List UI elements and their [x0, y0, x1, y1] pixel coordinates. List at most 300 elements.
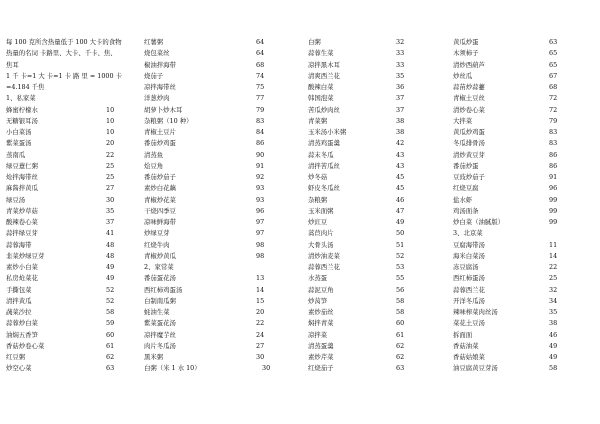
food-name: 酸辣白菜: [308, 83, 334, 91]
food-name: 冻豆腐汤: [453, 263, 479, 271]
list-item: [308, 341, 453, 352]
list-item: [144, 217, 289, 228]
list-item: [6, 93, 156, 104]
list-item: [308, 60, 453, 71]
food-name: 冬瓜排骨汤: [453, 139, 485, 148]
calorie-value: 52: [106, 296, 115, 305]
calorie-value: 42: [396, 139, 405, 148]
list-item: [6, 273, 156, 284]
list-item: [308, 251, 453, 262]
food-name: 青菜炒草菇: [6, 206, 38, 215]
list-item: [453, 127, 596, 138]
food-name: 白粥（米 1 水 10）: [144, 364, 201, 373]
calorie-value: 92: [256, 173, 265, 181]
calorie-value: 58: [106, 308, 115, 316]
calorie-value: 37: [396, 105, 405, 114]
list-item: [144, 228, 289, 239]
calorie-value: 10: [106, 105, 115, 114]
food-name: 蒜蓉海带: [6, 240, 32, 249]
calorie-value: 96: [256, 206, 265, 215]
calorie-value: 22: [256, 319, 265, 328]
list-item: [6, 127, 156, 138]
calorie-value: 68: [549, 83, 558, 91]
calorie-value: 58: [549, 364, 558, 373]
food-name: 杂粮粥: [308, 195, 328, 204]
calorie-value: 97: [256, 218, 265, 226]
food-name: 素炒茄丝: [308, 308, 334, 316]
list-item: [144, 172, 289, 183]
column-3: [308, 37, 453, 375]
food-name: 鸡汤面条: [453, 206, 479, 215]
calorie-value: 10: [106, 116, 115, 125]
calorie-value: 48: [106, 240, 115, 249]
list-item: [453, 296, 596, 307]
list-item: [144, 138, 289, 149]
food-name: 紫菜蛋花汤: [144, 319, 176, 328]
food-name: 焦耳: [6, 60, 19, 69]
list-item: [308, 82, 453, 93]
food-name: 洋葱炒肉: [144, 94, 170, 103]
list-item: [144, 206, 289, 217]
calorie-value: 58: [396, 308, 405, 316]
food-name: 蒸南瓜: [6, 150, 26, 159]
list-item: [6, 341, 156, 352]
list-item: [453, 37, 596, 48]
list-item: [6, 195, 156, 206]
calorie-value: 25: [549, 274, 558, 283]
food-name: 西红柿鸡蛋汤: [144, 285, 183, 294]
calorie-value: 15: [256, 296, 265, 305]
column-2: [144, 37, 289, 375]
calorie-value: 63: [549, 38, 558, 46]
food-name: 清拌黄瓜: [6, 296, 32, 305]
list-item: [453, 150, 596, 161]
list-item: [6, 37, 156, 48]
list-item: [144, 93, 289, 104]
calorie-value: 34: [549, 296, 558, 305]
food-name: 麻酱拌黄瓜: [6, 184, 38, 193]
food-name: 3、北京菜: [453, 229, 483, 238]
list-item: [308, 37, 453, 48]
calorie-value: 65: [549, 49, 558, 58]
food-name: 蒿苣肉片: [308, 229, 334, 238]
food-name: 清炒油麦菜: [308, 251, 340, 260]
calorie-value: 30: [256, 353, 265, 361]
list-item: [453, 138, 596, 149]
calorie-value: 91: [256, 161, 265, 170]
calorie-value: 22: [549, 263, 558, 271]
calorie-value: 37: [106, 218, 115, 226]
food-name: 蒜蓉生菜: [308, 49, 334, 58]
calorie-value: 98: [256, 240, 265, 249]
list-item: [308, 228, 453, 239]
list-item: [453, 228, 596, 239]
calorie-value: 38: [549, 319, 558, 328]
list-item: [453, 105, 596, 116]
food-name: 蒜末冬瓜: [308, 150, 334, 159]
calorie-value: 99: [549, 195, 558, 204]
food-name: 炒冬菇: [308, 173, 328, 181]
list-item: [453, 195, 596, 206]
list-item: [308, 296, 453, 307]
calorie-value: 86: [256, 139, 265, 148]
food-name: 酸辣卷心菜: [6, 218, 38, 226]
food-name: 苦瓜炒肉丝: [308, 105, 340, 114]
list-item: [308, 262, 453, 273]
list-item: [144, 127, 289, 138]
list-item: [453, 363, 596, 374]
calorie-value: 38: [396, 128, 405, 136]
food-name: 油豆腐黄豆芽汤: [453, 364, 498, 373]
food-name: 拆面面: [453, 330, 473, 339]
food-name: 紫菜蛋汤: [6, 139, 32, 148]
food-name: 开洋冬瓜汤: [453, 296, 485, 305]
food-name: 1 千 卡=1 大 卡=1 卡 路 里 = 1000 卡: [6, 71, 122, 80]
food-calorie-list: [6, 37, 596, 421]
calorie-value: 52: [106, 285, 115, 294]
calorie-value: 83: [256, 116, 265, 125]
food-name: 香菇油菜: [453, 341, 479, 350]
calorie-value: 35: [549, 308, 558, 316]
list-item: [6, 296, 156, 307]
calorie-value: 91: [549, 173, 558, 181]
list-item: [6, 60, 156, 71]
list-item: [144, 251, 289, 262]
list-item: [453, 307, 596, 318]
calorie-value: 24: [256, 330, 265, 339]
food-name: 凉拌海带丝: [144, 83, 176, 91]
list-item: [144, 48, 289, 59]
food-name: 木须柿子: [453, 49, 479, 58]
calorie-value: 43: [396, 161, 405, 170]
list-item: [144, 105, 289, 116]
calorie-value: 50: [396, 229, 405, 238]
column-1: [6, 37, 156, 375]
list-item: [6, 105, 156, 116]
calorie-value: 63: [106, 364, 115, 373]
list-item: [144, 273, 289, 284]
calorie-value: 60: [396, 319, 405, 328]
food-name: 素炒小白菜: [6, 263, 38, 271]
list-item: [6, 330, 156, 341]
calorie-value: 11: [549, 240, 558, 249]
food-name: 凉拌黑木耳: [308, 60, 340, 69]
food-name: 海米白菜汤: [453, 251, 485, 260]
food-name: 番茄炒茄子: [144, 173, 176, 181]
food-name: 热量的名词 卡路里、大卡、千卡、焦、: [6, 49, 117, 58]
calorie-value: 93: [256, 184, 265, 193]
list-item: [144, 37, 289, 48]
food-name: 蒜拌绿豆芽: [6, 229, 38, 238]
list-item: [144, 195, 289, 206]
list-item: [144, 60, 289, 71]
calorie-value: 35: [396, 71, 405, 80]
list-item: [453, 183, 596, 194]
food-name: 玉米汤小米粥: [308, 128, 347, 136]
food-name: 清炒西葫芦: [453, 60, 485, 69]
calorie-value: 79: [549, 116, 558, 125]
list-item: [6, 183, 156, 194]
food-name: 韭菜炒绿豆芽: [6, 251, 45, 260]
calorie-value: 46: [396, 195, 405, 204]
food-name: 番茄蛋花汤: [144, 274, 176, 283]
food-name: 水蒸蛋: [308, 274, 328, 283]
food-name: 黄瓜炒鸡蛋: [453, 128, 485, 136]
list-item: [308, 71, 453, 82]
calorie-value: 45: [396, 184, 405, 193]
food-name: 豆豉炒茄子: [453, 173, 485, 181]
list-item: [6, 251, 156, 262]
list-item: [453, 161, 596, 172]
list-item: [144, 296, 289, 307]
list-item: [453, 273, 596, 284]
list-item: [6, 116, 156, 127]
list-item: [453, 206, 596, 217]
calorie-value: 99: [549, 206, 558, 215]
calorie-value: 90: [256, 150, 265, 159]
calorie-value: 63: [396, 364, 405, 373]
calorie-value: 47: [396, 206, 405, 215]
calorie-value: 27: [106, 184, 115, 193]
calorie-value: 32: [549, 285, 558, 294]
calorie-value: 68: [256, 60, 265, 69]
list-item: [453, 116, 596, 127]
list-item: [308, 318, 453, 329]
food-name: 2、家常菜: [144, 263, 174, 271]
list-item: [453, 93, 596, 104]
list-item: [6, 285, 156, 296]
calorie-value: 93: [256, 195, 265, 204]
food-name: 清爽西兰花: [308, 71, 340, 80]
calorie-value: 14: [549, 251, 558, 260]
calorie-value: 49: [106, 263, 115, 271]
calorie-value: 84: [256, 128, 265, 136]
calorie-value: 30: [106, 195, 115, 204]
food-name: 玉米面粥: [308, 206, 334, 215]
food-name: 西红柿蛋汤: [453, 274, 485, 283]
food-name: 清蒸鸡蛋羹: [308, 139, 340, 148]
list-item: [6, 150, 156, 161]
food-name: 香菇炒卷心菜: [6, 341, 45, 350]
calorie-value: 25: [106, 173, 115, 181]
list-item: [144, 262, 289, 273]
calorie-value: 75: [256, 83, 265, 91]
list-item: [453, 251, 596, 262]
calorie-value: 59: [106, 319, 115, 328]
calorie-value: 98: [256, 251, 265, 260]
food-name: 蚝油生菜: [144, 308, 170, 316]
food-name: 豆腐海带汤: [453, 240, 485, 249]
food-name: 青菜粥: [308, 116, 328, 125]
list-item: [453, 48, 596, 59]
list-item: [453, 82, 596, 93]
calorie-value: 79: [256, 105, 265, 114]
calorie-value: 61: [396, 330, 405, 339]
list-item: [144, 307, 289, 318]
food-name: 凉拌菜: [308, 330, 328, 339]
food-name: 清炒黄豆芽: [453, 150, 485, 159]
food-name: 炒莴笋: [308, 296, 328, 305]
list-item: [308, 330, 453, 341]
food-name: 青椒土豆丝: [453, 94, 485, 103]
food-name: 凉味鲜海带: [144, 218, 176, 226]
list-item: [144, 161, 289, 172]
list-item: [453, 285, 596, 296]
calorie-value: 77: [256, 94, 265, 103]
calorie-value: 51: [396, 240, 405, 249]
list-item: [308, 352, 453, 363]
list-item: [308, 116, 453, 127]
food-name: 每 100 克所含热量低于 100 大卡的食物: [6, 38, 122, 46]
food-name: 炒绿豆芽: [144, 229, 170, 238]
list-item: [6, 172, 156, 183]
list-item: [6, 262, 156, 273]
calorie-value: 37: [396, 94, 405, 103]
calorie-value: 67: [549, 71, 558, 80]
calorie-value: 53: [396, 263, 405, 271]
list-item: [144, 318, 289, 329]
food-name: 胡萝卜炒木耳: [144, 105, 183, 114]
food-name: 素炒白花藕: [144, 184, 176, 193]
calorie-value: 36: [396, 83, 405, 91]
food-name: 青椒炒花菜: [144, 195, 176, 204]
calorie-value: 55: [396, 274, 405, 283]
food-name: 红烧茄子: [308, 364, 334, 373]
calorie-value: 97: [256, 229, 265, 238]
list-item: [144, 240, 289, 251]
food-name: 清炒卷心菜: [453, 105, 485, 114]
food-name: 1、私家菜: [6, 94, 36, 103]
calorie-value: 56: [396, 285, 405, 294]
list-item: [453, 330, 596, 341]
list-item: [6, 228, 156, 239]
calorie-value: 30: [262, 364, 271, 373]
list-item: [144, 82, 289, 93]
list-item: [308, 127, 453, 138]
food-name: 椒油拌海带: [144, 60, 176, 69]
calorie-value: 33: [396, 60, 405, 69]
calorie-value: 58: [396, 296, 405, 305]
calorie-value: 83: [549, 139, 558, 148]
list-item: [6, 363, 156, 374]
calorie-value: 45: [396, 173, 405, 181]
list-item: [308, 138, 453, 149]
calorie-value: 20: [256, 308, 265, 316]
list-item: [453, 318, 596, 329]
calorie-value: 62: [396, 353, 405, 361]
food-name: 青椒炒黄瓜: [144, 251, 176, 260]
calorie-value: 32: [396, 38, 405, 46]
food-name: 黄瓜炒蛋: [453, 38, 479, 46]
food-name: 番茄炒鸡蛋: [144, 139, 176, 148]
food-name: 盐水虾: [453, 195, 473, 204]
list-item: [6, 217, 156, 228]
list-item: [308, 217, 453, 228]
calorie-value: 62: [396, 341, 405, 350]
list-item: [6, 82, 156, 93]
food-name: 无糖银耳汤: [6, 116, 38, 125]
food-name: 蔬菜沙拉: [6, 308, 32, 316]
food-name: 手撕包菜: [6, 285, 32, 294]
food-name: 红薯粥: [144, 38, 164, 46]
calorie-value: 49: [549, 353, 558, 361]
food-name: 大拌菜: [453, 116, 473, 125]
calorie-value: 43: [396, 150, 405, 159]
list-item: [144, 363, 289, 374]
calorie-value: 83: [549, 128, 558, 136]
food-name: 焖拌青菜: [308, 319, 334, 328]
food-name: 油焖五香笋: [6, 330, 38, 339]
calorie-value: 99: [549, 218, 558, 226]
calorie-value: 72: [549, 94, 558, 103]
calorie-value: 46: [549, 330, 558, 339]
food-name: 炒空心菜: [6, 364, 32, 373]
list-item: [453, 352, 596, 363]
food-name: 凉拌魔芋丝: [144, 330, 176, 339]
food-name: 清蒸蛋羹: [308, 341, 334, 350]
food-name: 清拌苦瓜丝: [308, 161, 340, 170]
food-name: 烧茄子: [144, 71, 164, 80]
calorie-value: 41: [106, 229, 115, 238]
list-item: [308, 206, 453, 217]
calorie-value: 49: [549, 341, 558, 350]
food-name: 清蒸鱼: [144, 150, 164, 159]
list-item: [144, 352, 289, 363]
calorie-value: 86: [549, 150, 558, 159]
food-name: 大骨头汤: [308, 240, 334, 249]
calorie-value: 60: [106, 330, 115, 339]
calorie-value: 61: [106, 341, 115, 350]
calorie-value: 33: [396, 49, 405, 58]
food-name: 红豆粥: [6, 353, 26, 361]
list-item: [144, 116, 289, 127]
food-name: 香菇姑娘菜: [453, 353, 485, 361]
calorie-value: 49: [396, 218, 405, 226]
food-name: 素炒芹菜: [308, 353, 334, 361]
food-name: 辣味榨菜肉丝汤: [453, 308, 498, 316]
food-name: 红烧牛肉: [144, 240, 170, 249]
list-item: [308, 150, 453, 161]
calorie-value: 62: [106, 353, 115, 361]
food-name: 杂粮粥（10 种）: [144, 116, 193, 125]
calorie-value: 20: [106, 139, 115, 148]
list-item: [453, 262, 596, 273]
calorie-value: 48: [106, 251, 115, 260]
calorie-value: 86: [549, 161, 558, 170]
list-item: [6, 161, 156, 172]
food-name: 肉片冬瓜汤: [144, 341, 176, 350]
food-name: 菜花土豆汤: [453, 319, 485, 328]
calorie-value: 13: [256, 274, 265, 283]
food-name: 炒豇豆: [308, 218, 328, 226]
list-item: [6, 318, 156, 329]
list-item: [308, 307, 453, 318]
food-name: 蒜蓉西兰花: [308, 263, 340, 271]
list-item: [308, 363, 453, 374]
list-item: [6, 138, 156, 149]
list-item: [144, 183, 289, 194]
calorie-value: 14: [256, 285, 265, 294]
food-name: 私房炝菜花: [6, 274, 38, 283]
calorie-value: 52: [396, 251, 405, 260]
calorie-value: 22: [106, 150, 115, 159]
food-name: 炒白菜（油腻版）: [453, 218, 505, 226]
list-item: [308, 172, 453, 183]
list-item: [308, 161, 453, 172]
list-item: [6, 307, 156, 318]
list-item: [308, 105, 453, 116]
list-item: [144, 285, 289, 296]
